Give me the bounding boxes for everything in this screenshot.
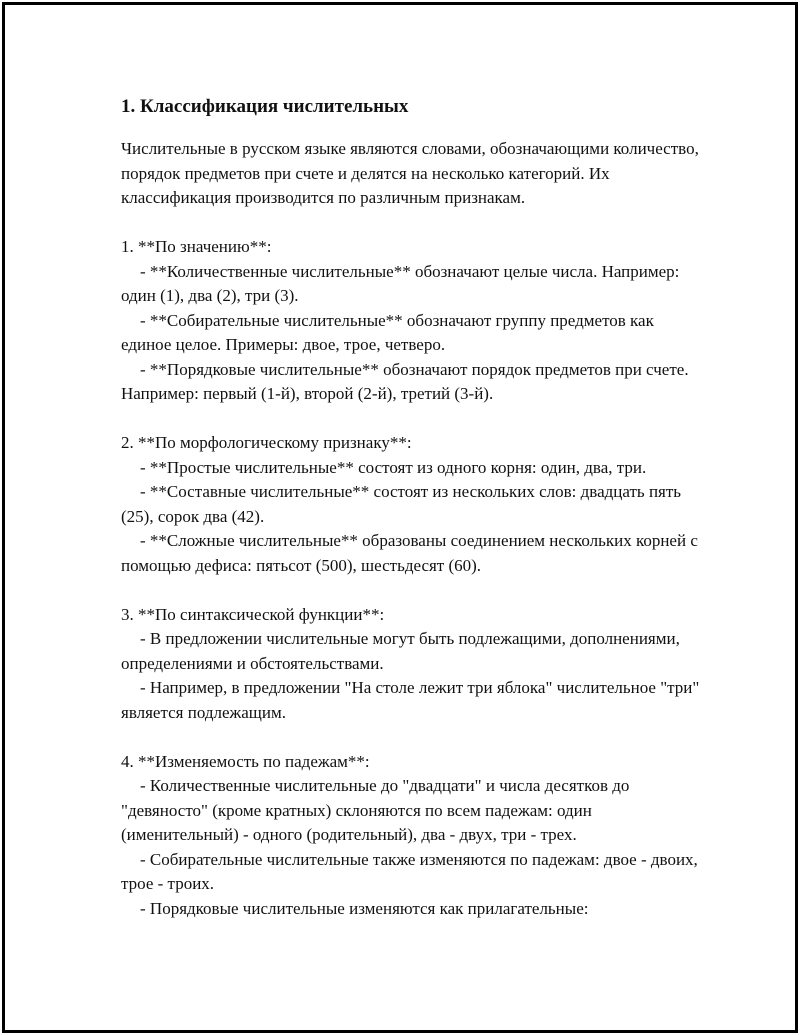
section-syntax <box>121 603 701 726</box>
section-morphology <box>121 431 701 578</box>
list-item: - **Сложные числительные** образованы соединением нескольких корней с помощью дефиса: пятьсот (500), шестьдесят (60). <box>121 531 698 575</box>
list-item: - Количественные числительные до "двадцати" и числа десятков до "девяносто" (кроме кратных) склоняются по всем падежам: один (именительный) - одного (родительный), два - двух, три - трех. <box>121 776 630 844</box>
page-frame <box>2 2 798 1033</box>
spacer <box>121 407 701 432</box>
section-heading: 3. **По синтаксической функции**: <box>121 604 385 624</box>
list-item: - **Порядковые числительные** обозначают порядок предметов при счете. Например: первый (1-й), второй (2-й), третий (3-й). <box>121 359 689 403</box>
list-item: - **Собирательные числительные** обозначают группу предметов как единое целое. Примеры: двое, трое, четверо. <box>121 310 654 354</box>
page-title: 1. Классификация числительных <box>121 96 409 117</box>
list-item: - Собирательные числительные также изменяются по падежам: двое - двоих, трое - троих. <box>121 849 698 893</box>
intro-paragraph: Числительные в русском языке являются словами, обозначающими количество, порядок предметов при счете и делятся на несколько категорий. Их классификация производится по различным признакам. <box>121 139 699 207</box>
list-item: - **Простые числительные** состоят из одного корня: один, два, три. <box>140 457 647 477</box>
section-declension <box>121 750 701 922</box>
section-meaning <box>121 235 701 407</box>
spacer <box>121 725 701 750</box>
list-item: - В предложении числительные могут быть подлежащими, дополнениями, определениями и обстоятельствами. <box>121 629 680 673</box>
section-heading: 2. **По морфологическому признаку**: <box>121 433 412 452</box>
section-heading: 1. **По значению**: <box>121 237 272 256</box>
spacer <box>121 211 701 236</box>
section-heading: 4. **Изменяемость по падежам**: <box>121 751 370 771</box>
list-item: - **Составные числительные** состоят из нескольких слов: двадцать пять (25), сорок два (42). <box>121 482 682 526</box>
document-body <box>121 95 701 921</box>
list-item: - Например, в предложении "На столе лежит три яблока" числительное "три" является подлежащим. <box>121 678 700 722</box>
list-item: - **Количественные числительные** обозначают целые числа. Например: один (1), два (2), три (3). <box>121 261 680 305</box>
list-item: - Порядковые числительные изменяются как прилагательные: <box>140 898 589 918</box>
spacer <box>121 578 701 603</box>
